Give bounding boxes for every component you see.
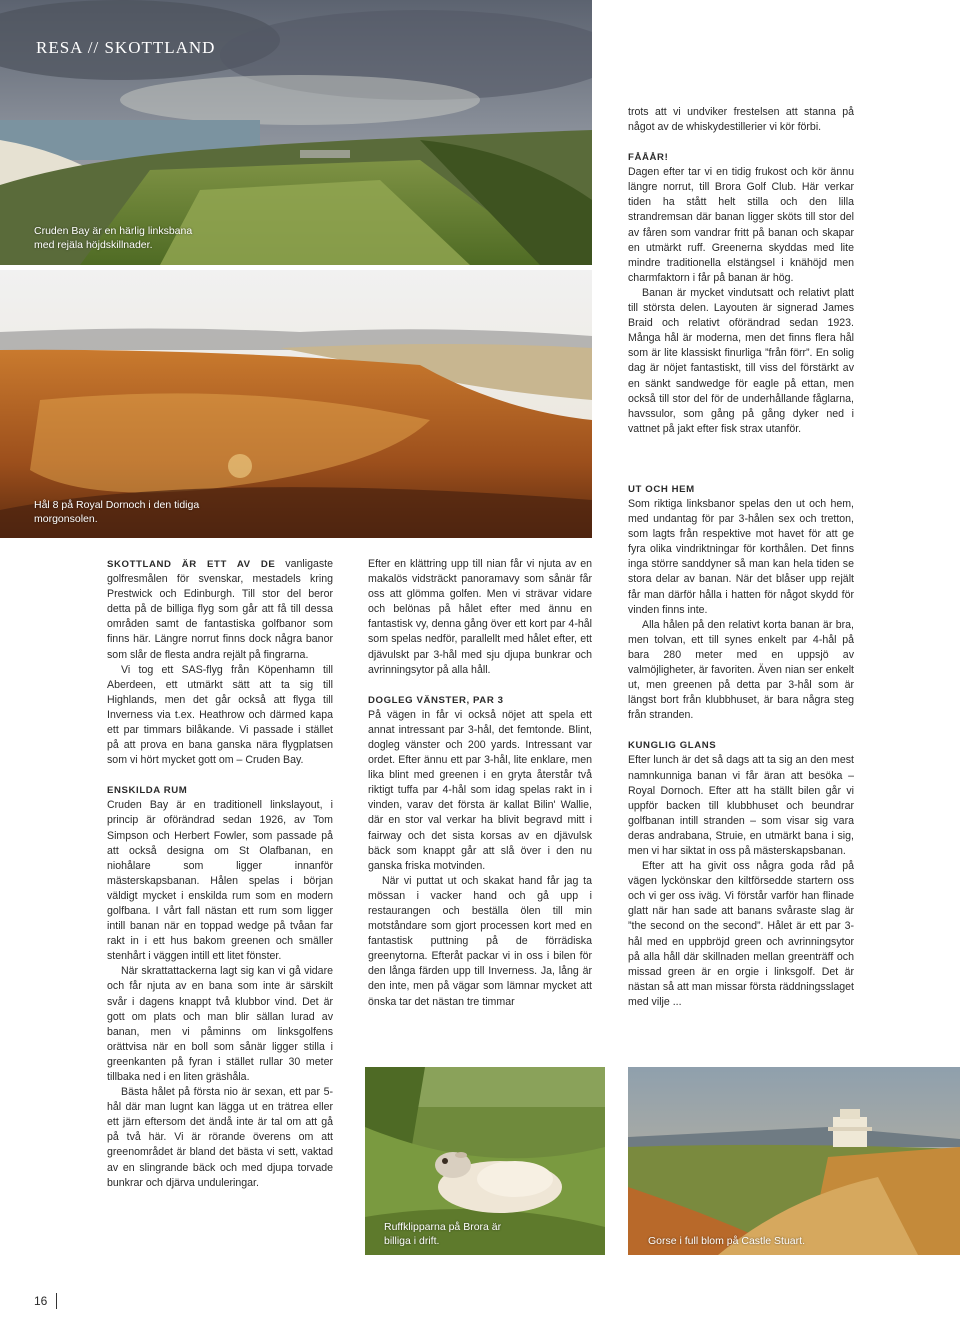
paragraph: Dagen efter tar vi en tidig frukost och kör ännu längre norrut, till Brora Golf Club. Här verkar tiden ha stått helt stilla och den lilla strandremsan där banan ligger sköts till stor del av fåren som vandrar fritt på banan och skapar en utmärkt ruff. Greenerna skyddas med lite mindre traditionella elstängsel i knähöjd men charmfaktorn i får på banan är hög. bbox=[628, 166, 854, 284]
paragraph-intro bbox=[107, 557, 333, 663]
paragraph: Banan är mycket vindutsatt och relativt platt till största delen. Layouten är signerad James Braid och relativt oförändrad sedan 1923. Många hål är moderna, men det finns flera hål som är lite klassiskt finurliga ”från förr”. En solig dag är nöjet fantastiskt, till viss del förstärkt av en sänkt sandwedge för eagle på ettan, men också till stor del för de underhållande fåglarna, havssulor, som gång på gång dyker ned i vattnet på jakt efter fisk strax utanför. bbox=[628, 286, 854, 435]
paragraph: trots att vi undviker frestelsen att stanna på något av de whiskydestillerier vi kör förbi. bbox=[628, 106, 854, 134]
paragraph: Bästa hålet på första nio är sexan, ett par 5-hål där man lugnt kan lägga ut en trätrea eller ett järn eftersom det ändå inte är tal om att gå på två här. Vi är rörande överens om att greenområdet är bland det bästa vi sett, vaktad av en slingrande bäck och med djupa torvade bunkrar och djärva unduleringar. bbox=[107, 1086, 333, 1189]
intro-text: vanligaste golfresmålen för svenskar, mestadels kring Prestwick och Edinburgh. Till stor del beror detta på de billiga flyg som går att få till dessa områden samt de fantastiska golfbanor som finns här. Längre norrut finns dock några banor som slår de flesta andra rejält på fingrarna. bbox=[107, 558, 333, 661]
subheading-dogleg: DOGLEG VÄNSTER, PAR 3 bbox=[368, 694, 504, 706]
paragraph: Vi tog ett SAS-flyg från Köpenhamn till Aberdeen, ett utmärkt sätt att ta sig till Highlands, men det går också att flyga till Inverness via t.ex. Heathrow och därmed kapa ett par timmars bilåkande. Vi passade i stället på att prova en bana ganska nära flygplatsen som vi hört mycket gott om – Cruden Bay. bbox=[107, 663, 333, 767]
subheading-ut-och-hem: UT OCH HEM bbox=[628, 484, 695, 495]
paragraph: Som riktiga linksbanor spelas den ut och hem, med undantag för par 3-hålen sex och tretton, som lagts från respektive mot havet för att ge fyra olika vindriktningar för korthålen. Det finns inga större sanddyner så man kan hela tiden se stora delar av banan. När det blåser upp rejält får man därför hålla i hatten för något skydd för vinden finns inte. bbox=[628, 498, 854, 616]
paragraph: Alla hålen på den relativt korta banan är bra, men tolvan, ett till synes enkelt par 4-hål på bara 280 meter med en uppsjö av valmöjligheter, är favoriten. Även nian ser enkelt ut, men greenen på detta par 3-hål som är längst bort från klubbhuset, är bara några steg från stranden. bbox=[628, 618, 854, 722]
paragraph: När vi puttat ut och skakat hand får jag ta mössan i vacker hand och gå upp i restaurangen och beställa ölen till min motståndare som gjort processen kort med en fantastisk puttning på de förrädiska greenytorna. Efteråt packar vi in oss i bilen för den långa färden upp till Inverness. Ja, lång är den inte, men på vägar som lämnar mycket att önska tar det nästan tre timmar bbox=[368, 874, 592, 1008]
paragraph: På vägen in får vi också nöjet att spela ett annat intressant par 3-hål, det femtonde. Blint, dogleg vänster och 200 yards. Intressant var ordet. Efter ännu ett par 3-hål, lite enklare, men lika blint med greenen i en gryta återstår två riktigt tuffa par 4-hål som idag spelas rakt in i vinden, varav det första är kallat Bilin' Wallie, där en stor val verkar ha blivit begravd mitt i fairway och det sista korsas av en djävulsk bäck som knappt går att slå över i den nu ganska friska motvinden. bbox=[368, 708, 592, 872]
paragraph: Efter lunch är det så dags att ta sig an den mest namnkunniga banan vi får äran att besöka – Royal Dornoch. Efter att ha ställt bilen går vi uppför backen till klubbhuset och beundrar golfbanan intill stranden – som visar sig vara deras andrabana, Struie, en utmärkt bana i sig, men vi har siktat in oss på mästerskapsbanan. bbox=[628, 754, 854, 857]
article-column-2 bbox=[368, 557, 592, 1010]
section-label: RESA // SKOTTLAND bbox=[36, 38, 216, 57]
paragraph: När skrattattackerna lagt sig kan vi gå vidare och får njuta av en bana som inte är särskilt svår i dagens knappt två klubbor vind. Det är gott om plats och man blir sällan lurad av banan, men vi påminns om linksgolfens orättvisa när en boll som sånär ligger stilla i greenkanten på fyran i stället rullar 30 meter tillbaka ned i en liten gräshåla. bbox=[107, 965, 333, 1083]
lead-in: SKOTTLAND ÄR ETT AV DE bbox=[107, 559, 276, 570]
paragraph: Efter att ha givit oss några goda råd på vägen lyckönskar den kiltförsedde startern oss och vi ger oss iväg. Vi förstår varför han flinade glatt när han sade att banans svåraste slag är ”the second on the second”. Hålet är ett par 3-hål med en uppbröjd green och avrinningsytor på alla håll där skillnaden mellan greenträff och missad green är en orgie i linksgolf. Det är nästan så att man missar första räddningsslaget med vilje ... bbox=[628, 860, 854, 1008]
subheading-kunglig-glans: KUNGLIG GLANS bbox=[628, 740, 717, 752]
paragraph: Efter en klättring upp till nian får vi njuta av en makalös vidsträckt panoramavy som sånär får oss att glömma golfen. Men vi strävar vidare och belönas på hålet efter med ännu en fantastisk vy, denna gång över ett kort par 4-hål som spelas nedför, parallellt med hålet efter, ett djävulskt par 3-hål med sju djupa bunkrar och avrinningsytor på alla håll. bbox=[368, 558, 592, 676]
paragraph: Cruden Bay är en traditionell linkslayout, i princip är oförändrad sedan 1926, av Tom Simpson och Herbert Fowler, som passade på att också designa om St Olafbanan, en niohålare som ligger innanför mästerskapsbanan. Hålen spelas i början väldigt mycket i enskilda rum som en modern golfbana. I vårt fall nästan ett rum som ligger intill banan när en toppad wedge på tvåan far rakt in i ett hus bakom greenen och smäller stenhårt i väggen intill ett litet fönster. bbox=[107, 799, 333, 963]
caption-royal-dornoch: Hål 8 på Royal Dornoch i den tidiga morgonsolen. bbox=[34, 499, 200, 525]
caption-cruden-bay: Cruden Bay är en härlig linksbana med rejäla höjdskillnader. bbox=[34, 225, 193, 251]
subheading-enskilda-rum: ENSKILDA RUM bbox=[107, 785, 188, 797]
article-column-1 bbox=[107, 557, 333, 1191]
caption-castle-stuart: Gorse i full blom på Castle Stuart. bbox=[648, 1235, 805, 1247]
article-column-3-top bbox=[628, 105, 854, 437]
article-column-3-bottom bbox=[628, 482, 854, 1010]
caption-sheep-brora: Ruffklipparna på Brora är billiga i drift. bbox=[384, 1221, 502, 1247]
page-number: 16 bbox=[34, 1293, 57, 1309]
subheading-faaar: FÅÅÅR! bbox=[628, 152, 669, 164]
photo-castle-stuart bbox=[628, 1067, 960, 1255]
